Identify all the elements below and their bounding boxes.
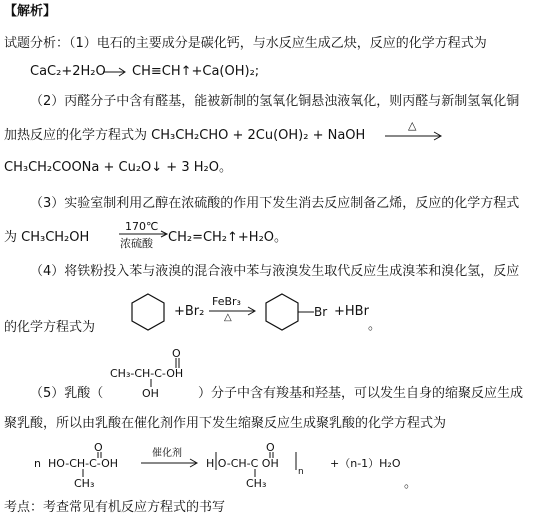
- lactic-oh: OH: [142, 387, 159, 400]
- polymer-o: O: [266, 441, 275, 454]
- p2-line2: 加热反应的化学方程式为 CH₃CH₂CHO + 2Cu(OH)₂ + NaOH: [4, 128, 366, 143]
- p3-prefix: 为 CH₃CH₂OH: [4, 230, 90, 245]
- p4-line2: 的化学方程式为: [4, 320, 96, 335]
- p3-product: CH₂=CH₂↑+H₂O。: [168, 230, 288, 245]
- intro-line: 试题分析：（1）电石的主要成分是碳化钙，与水反应生成乙炔，反应的化学方程式为: [4, 36, 487, 51]
- p2-arrow: [384, 130, 444, 142]
- p4-hbr: +HBr: [334, 304, 369, 319]
- eq1-arrow: [102, 66, 128, 78]
- monomer-o: O: [94, 441, 103, 454]
- p5-prefix: （5）乳酸（: [30, 386, 104, 401]
- p3-cond-top: 170℃: [125, 220, 159, 233]
- p4-reagent: +Br₂: [174, 304, 205, 319]
- lactic-o: O: [172, 347, 181, 360]
- p2-line1: （2）丙醛分子中含有醛基，能被新制的氢氧化铜悬浊液氧化，则丙醛与新制氢氧化铜: [30, 94, 520, 109]
- analysis-header: 【解析】: [4, 4, 57, 19]
- p4-line1: （4）将铁粉投入苯与液溴的混合液中苯与液溴发生取代反应生成溴苯和溴化氢，反应: [30, 264, 520, 279]
- p4-catalyst-bottom: △: [224, 312, 232, 323]
- bromobenzene-ring: [262, 292, 318, 332]
- p2-heat-symbol: △: [408, 119, 417, 132]
- p5-line2: 聚乳酸，所以由乳酸在催化剂作用下发生缩聚反应生成聚乳酸的化学方程式为: [4, 416, 447, 431]
- polymer-main: H O-CH-C OH: [206, 457, 279, 470]
- poly-water: +（n-1）H₂O: [330, 457, 401, 470]
- p4-br: Br: [314, 305, 328, 319]
- benzene-ring: [128, 292, 168, 332]
- p4-catalyst-top: FeBr₃: [212, 295, 241, 308]
- poly-end: 。: [404, 476, 418, 491]
- poly-arrow: [140, 458, 200, 468]
- p5-line1-rest: ）分子中含有羧基和羟基，可以发生自身的缩聚反应生成: [198, 386, 524, 401]
- eq1-left: CaC₂+2H₂O: [30, 64, 106, 79]
- poly-n: n: [34, 457, 41, 470]
- polymer-brackets: [214, 450, 304, 474]
- lactic-main: CH₃-CH-C-OH: [110, 367, 184, 380]
- monomer-ch3: CH₃: [74, 477, 95, 490]
- p4-end: 。: [368, 318, 382, 333]
- p2-line3: CH₃CH₂COONa + Cu₂O↓ + 3 H₂O。: [4, 160, 232, 175]
- eq1-right: CH≡CH↑+Ca(OH)₂;: [132, 64, 260, 79]
- footer-point: 考点：考查常见有机反应方程式的书写: [4, 500, 226, 515]
- p3-cond-bottom: 浓硫酸: [120, 237, 153, 250]
- monomer-main: HO-CH-C-OH: [48, 457, 119, 470]
- p4-arrow: [208, 306, 258, 316]
- poly-catalyst: 催化剂: [152, 448, 182, 459]
- polymer-ch3: CH₃: [246, 477, 267, 490]
- p3-line1: （3）实验室制利用乙醇在浓硫酸的作用下发生消去反应制备乙烯，反应的化学方程式: [30, 196, 520, 211]
- polymer-n: n: [298, 467, 304, 477]
